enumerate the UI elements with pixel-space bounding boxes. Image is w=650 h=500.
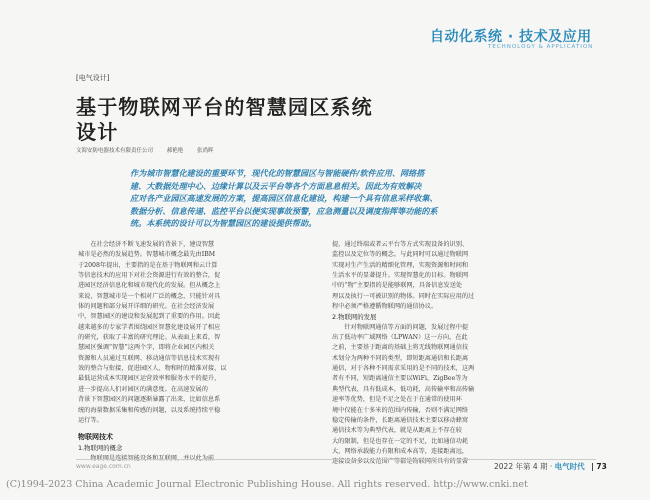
text-line: 通信技术等为典型代表，就是从距离上不存在较 xyxy=(332,427,462,435)
text-line: 生活水平的显著提升。实现智慧化的目标。物联网 xyxy=(332,272,469,280)
text-line: 最低运营成本实现园区运营效率和服务水平的提升， xyxy=(78,375,221,383)
text-line: 者有不同，短距离通信主要以WiFi，ZigBee等为 xyxy=(332,375,468,383)
development-paragraph xyxy=(332,323,572,468)
text-line: 大，网络承载能力有限和成本高等，连接距离远， xyxy=(332,447,469,455)
footer-website: www.eage.com.cn xyxy=(76,463,131,470)
intro-paragraph xyxy=(78,240,318,426)
text-line: 资源和人员通过互联网、移动通信等信息技术实现有 xyxy=(78,354,221,362)
body-column-right xyxy=(332,240,572,468)
copyright-notice: (C)1994-2023 China Academic Journal Electronic Publishing House. All rights reserved. http://www.cnki.net xyxy=(6,479,528,490)
text-line: 典型代表，具有低成本，低功耗，高传输率和高传输 xyxy=(332,385,475,393)
text-line: 的研究，获取了丰富的研究理论。从表面上来看，智 xyxy=(78,334,221,342)
subsection-heading: 1.物联网的概念 xyxy=(78,444,123,453)
paper-title-line: 设计 xyxy=(76,120,119,144)
subsection-heading: 2.物联网的发展 xyxy=(332,313,377,322)
text-line: 针对物联网通信等方面的问题，发展过程中提 xyxy=(332,323,469,331)
text-line: 等信息技术的应用下对社会资源进行有效的整合，促 xyxy=(78,272,221,280)
issue-number: 2022 年第 4 期 · xyxy=(494,462,553,471)
text-line: 体的问题和部分展开详细的研究。在社会经济发展 xyxy=(78,303,215,311)
text-line: 监控以及定位等的概念。与此同时可以通过物联网 xyxy=(332,251,469,259)
text-line: 慧园区强调“智慧”这两个字，即将企业园区内相关 xyxy=(78,344,215,352)
journal-column-subtitle: TECHNOLOGY & APPLICATION xyxy=(488,44,594,50)
concept-paragraph xyxy=(332,240,572,312)
text-line: 于2008年提出，主要指的是在基于物联网和云计算 xyxy=(78,261,218,269)
text-line: 术划分为两种不同的类型，即短距离通信和长距离 xyxy=(332,354,469,362)
journal-column-title: 自动化系统 · 技术及应用 xyxy=(430,29,592,45)
author-line xyxy=(76,146,226,154)
text-line: 境中仅能在十多米的范围内传输，否则不满足网络 xyxy=(332,406,469,414)
text-line: 背景下智慧园区的问题逐渐暴露了出来，比如信息系 xyxy=(78,396,221,404)
text-line: 进一步提高人们对园区的满意度。在高速发展的 xyxy=(78,385,208,393)
abstract-line: 应对各产业园区高速发展的方案，提高园区信息化建设，构建一个具有信息采样收集、 xyxy=(130,193,438,204)
text-line: 出了低功率广域网络（LPWAN）这一方向，在此 xyxy=(332,334,468,342)
text-line: 实现对生产生活的精细化管理，实现资源和时间和 xyxy=(332,261,469,269)
paper-title-line: 基于物联网平台的智慧园区系统 xyxy=(76,95,373,119)
text-line: 提，通过终端或者云平台等方式实现设备的识别、 xyxy=(332,241,469,248)
page-number: | 73 xyxy=(591,462,607,471)
text-line: 稳定传输的条件，长距离通信技术主要以移动蜂窝 xyxy=(332,416,469,424)
text-line: 程中必须严格遵循物联网的通信协议。 xyxy=(332,303,438,311)
magazine-name: 电气时代 xyxy=(554,462,585,471)
paper-title xyxy=(76,95,596,145)
text-line: 统的海量数据采集和传感的问题，以及系统持续平稳 xyxy=(78,406,221,414)
text-line: 连接设备多以及范围广等都是物联网所具有的显著 xyxy=(332,458,469,466)
affiliation: 文海安防电器技术有限责任公司 xyxy=(76,148,154,154)
abstract-line: 数据分析、信息传递、监控平台以便实现事故预警，应急测量以及调度指挥等功能的系 xyxy=(130,205,438,216)
abstract-text xyxy=(130,167,566,230)
section-label: [电气设计] xyxy=(76,74,110,82)
footer-divider xyxy=(76,459,596,460)
text-line: 进园区经济信息化和城市现代化的发展。但从概念上 xyxy=(78,282,221,290)
text-line: 理以及执行一可被识别的物体。同时在实际应用的过 xyxy=(332,292,475,300)
text-line: 效的整合与衔接，促进园区人、物和时的精准对接，以 xyxy=(78,365,227,373)
abstract-line: 建、大数据处理中心、边缘计算以及云平台等各个方面息息相关。因此为有效解决 xyxy=(130,180,422,191)
text-line: 城市是必然的发展趋势。智慧城市概念最先由IBM xyxy=(78,251,216,259)
text-line: 中的“物”主要指的是能够联网，具备信息发送处 xyxy=(332,282,463,290)
section-heading: 物联网技术 xyxy=(78,433,113,442)
text-line: 之前，主要基于距离的基础上将无线物联网通信技 xyxy=(332,344,469,352)
text-line: 来说，智慧城市是一个相对广泛的概念，只能针对具 xyxy=(78,292,221,300)
body-column-left xyxy=(78,240,318,464)
author-name: 张尚晖 xyxy=(197,148,214,154)
text-line: 中，智慧园区的建设和发展起到了重要的作用。因此 xyxy=(78,313,221,321)
abstract-line: 统。本系统的设计可以为智慧园区的建设提供帮助。 xyxy=(130,218,317,229)
text-line: 运行等。 xyxy=(78,416,103,424)
text-line: 在社会经济不断飞速发展的背景下，建设智慧 xyxy=(78,241,215,248)
text-line: 物联网是连接智能设备和互联网，并以此为前 xyxy=(78,454,215,462)
text-line: 通信，对于各种不同需求采用的是不同的技术，这两 xyxy=(332,365,475,373)
footer-issue-info xyxy=(494,461,607,472)
abstract-line: 作为城市智慧化建设的重要环节，现代化的智慧园区与智能硬件/软件应用、网络搭 xyxy=(130,168,425,178)
abstract xyxy=(80,164,568,236)
text-line: 越来越多的专家学者围绕园区智慧化建设展开了相应 xyxy=(78,323,221,331)
author-name: 郝艳艳 xyxy=(166,148,184,154)
text-line: 大的限制，但是也存在一定的不足，比如通信功耗 xyxy=(332,437,469,445)
text-line: 速率等优势，但是不足之处在于在通常的使用环 xyxy=(332,396,462,404)
